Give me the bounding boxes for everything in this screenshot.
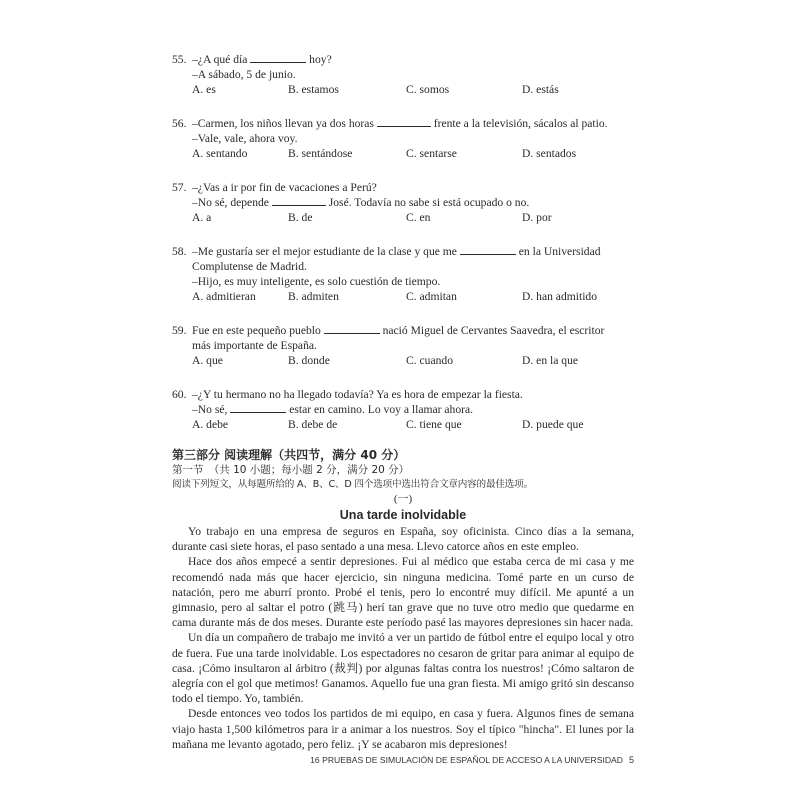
question	[172, 180, 634, 225]
question-line	[172, 387, 634, 402]
answer-option: B. admiten	[288, 290, 339, 303]
answer-option: A. que	[192, 354, 223, 367]
answer-options	[172, 289, 634, 304]
section-instruction: 阅读下列短文，从每题所给的 A、B、C、D 四个选项中选出符合文章内容的最佳选项。	[172, 479, 533, 490]
reply-post: estar en camino. Lo voy a llamar ahora.	[286, 403, 474, 416]
question-text-pre: Fue en este pequeño pueblo	[192, 324, 324, 337]
answer-blank	[460, 244, 516, 255]
question-continuation: Complutense de Madrid.	[192, 260, 307, 273]
footer-title: 16 PRUEBAS DE SIMULACIÓN DE ESPAÑOL DE ACCESO A LA UNIVERSIDAD	[310, 755, 623, 765]
answer-option: D. estás	[522, 83, 559, 96]
passage-paragraph: Desde entonces veo todos los partidos de mi equipo, en casa y fuera. Algunos fines de semana viajo hasta 1,500 kilómetros para ir a animar a los nuestros. Soy el típico "hincha". El lunes por la mañana me levanto agotado, pero feliz. ¡Y se acabaron mis depresiones!	[172, 707, 634, 751]
page-content	[172, 52, 634, 752]
answer-option: C. admitan	[406, 290, 457, 303]
question	[172, 116, 634, 161]
section-title: 第三部分 阅读理解（共四节，满分 40 分）	[172, 448, 406, 462]
answer-blank	[324, 323, 380, 334]
answer-options	[172, 146, 634, 161]
reply-pre: –No sé,	[192, 403, 231, 416]
question	[172, 323, 634, 368]
answer-option: D. sentados	[522, 147, 577, 160]
question-number: 58.	[172, 245, 187, 258]
answer-option: B. debe de	[288, 418, 338, 431]
passage-paragraph: Yo trabajo en una empresa de seguros en España, soy oficinista. Cinco días a la semana, durante casi siete horas, el paso sentado a una mesa. Llevo catorce años en este empleo.	[172, 525, 634, 554]
question-text-pre: –Me gustaría ser el mejor estudiante de la clase y que me	[192, 245, 460, 258]
question-text-pre: –¿A qué día	[192, 53, 251, 66]
question	[172, 387, 634, 432]
answer-option: D. por	[522, 211, 552, 224]
answer-option: B. estamos	[288, 83, 339, 96]
question-reply	[172, 402, 634, 417]
question-text-post: hoy?	[306, 53, 332, 66]
answer-option: B. de	[288, 211, 313, 224]
answer-option: D. en la que	[522, 354, 579, 367]
answer-option: D. puede que	[522, 418, 584, 431]
question-line	[172, 180, 634, 195]
answer-option: D. han admitido	[522, 290, 598, 303]
answer-option: A. es	[192, 83, 216, 96]
question-text	[192, 180, 634, 195]
answer-options	[172, 353, 634, 368]
answer-option: C. somos	[406, 83, 450, 96]
question-line	[172, 244, 634, 259]
section-subtitle: 第一节 （共 10 小题；每小题 2 分，满分 20 分）	[172, 464, 410, 476]
question-text-post: en la Universidad	[515, 245, 601, 258]
answer-option: C. sentarse	[406, 147, 457, 160]
answer-option: A. admitieran	[192, 290, 256, 303]
question-continuation: –Vale, vale, ahora voy.	[192, 132, 298, 145]
question-line	[172, 323, 634, 338]
question-text-pre: –¿Y tu hermano no ha llegado todavía? Ya es hora de empezar la fiesta.	[192, 388, 523, 401]
question-text-pre: –¿Vas a ir por fin de vacaciones a Perú?	[192, 181, 377, 194]
answer-options	[172, 210, 634, 225]
question	[172, 52, 634, 97]
reply-pre: –No sé, depende	[192, 196, 272, 209]
answer-option: A. a	[192, 211, 212, 224]
answer-blank	[377, 116, 431, 127]
question-number: 55.	[172, 53, 187, 66]
question-continuation: –A sábado, 5 de junio.	[192, 68, 296, 81]
question-line	[172, 116, 634, 131]
answer-option: A. sentando	[192, 147, 248, 160]
passage-paragraph: Un día un compañero de trabajo me invitó a ver un partido de fútbol entre el equipo local y otro de fuera. Fue una tarde inolvidable. Los espectadores no cesaron de gritar para animar al equipo de casa. ¡Cómo insultaron al árbitro (裁判) por algunas faltas contra los nuestros! ¡Cómo saltaron de alegría con el gol que metimos! Ganamos. Aquello fue una gran fiesta. Mi amigo gritó sin descanso todo el tiempo. Yo, también.	[172, 631, 634, 706]
passage-title: Una tarde inolvidable	[339, 508, 467, 522]
question-text	[192, 116, 634, 131]
reply-post: José. Todavía no sabe si está ocupado o no.	[325, 196, 530, 209]
question-text	[192, 387, 634, 402]
question-text-post: nació Miguel de Cervantes Saavedra, el escritor	[379, 324, 605, 337]
answer-option: C. en	[406, 211, 431, 224]
question-line	[172, 52, 634, 67]
answer-options	[172, 417, 634, 432]
question-text-post: frente a la televisión, sácalos al patio.	[430, 117, 608, 130]
answer-options	[172, 82, 634, 97]
answer-option: B. donde	[288, 354, 330, 367]
question-continuation: –Hijo, es muy inteligente, es solo cuestión de tiempo.	[192, 275, 441, 288]
answer-option: A. debe	[192, 418, 229, 431]
answer-blank	[272, 195, 326, 206]
question-text	[192, 52, 634, 67]
question-text-pre: –Carmen, los niños llevan ya dos horas	[192, 117, 377, 130]
question	[172, 244, 634, 304]
answer-option: C. tiene que	[406, 418, 462, 431]
question-reply	[172, 195, 634, 210]
passage-paragraph: Hace dos años empecé a sentir depresiones. Fui al médico que estaba cerca de mi casa y me recomendó nada más que hacer ejercicio, sin ninguna medicina. Tomé parte en un curso de natación, pero me aburrí pronto. Probé el tenis, pero lo encontré muy difícil. Me apunté a un gimnasio, pero al saltar el potro (跳马) herí tan grave que no tuve otro medio que quedarme en cama durante más de dos meses. Durante este período pasé las mayores depresiones sin hacer nada.	[172, 555, 634, 630]
question-number: 56.	[172, 117, 187, 130]
passage-number: (一)	[393, 493, 413, 505]
answer-blank	[250, 52, 306, 63]
question-number: 57.	[172, 181, 187, 194]
answer-option: C. cuando	[406, 354, 454, 367]
question-continuation: más importante de España.	[192, 339, 317, 352]
question-number: 59.	[172, 324, 187, 337]
answer-option: B. sentándose	[288, 147, 353, 160]
answer-blank	[230, 402, 286, 413]
question-text	[192, 323, 634, 338]
question-text	[192, 244, 634, 259]
page-footer	[310, 753, 640, 767]
question-number: 60.	[172, 388, 187, 401]
page-number: 5	[628, 755, 634, 765]
